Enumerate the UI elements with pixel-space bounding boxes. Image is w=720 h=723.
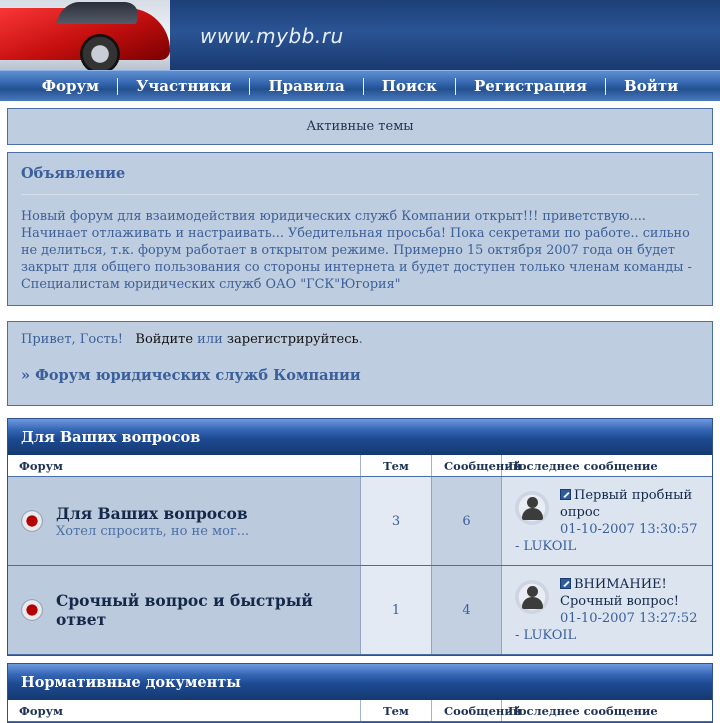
forum-topics-count: 1 <box>361 566 432 654</box>
forum-name-link[interactable]: Срочный вопрос и быстрый ответ <box>56 591 313 629</box>
site-header <box>0 0 720 70</box>
forum-posts-count: 4 <box>432 566 502 654</box>
forum-row <box>8 477 712 566</box>
last-post-cell <box>502 477 712 565</box>
column-last-post: Последнее сообщение <box>508 703 658 718</box>
column-headers <box>8 455 712 477</box>
last-post-title-link[interactable]: ВНИМАНИЕ! Срочный вопрос! <box>560 577 679 609</box>
forum-cell <box>8 566 361 654</box>
last-post-info <box>515 487 712 555</box>
last-post-date: 01-10-2007 13:27:52 <box>560 611 698 626</box>
user-avatar-icon <box>515 580 549 614</box>
announcement-divider <box>21 194 699 195</box>
forum-posts-count: 6 <box>432 477 502 565</box>
last-post-info <box>515 576 712 644</box>
guest-panel <box>7 321 713 406</box>
category-documents <box>7 663 713 723</box>
forum-status-icon <box>21 510 43 532</box>
active-topics-bar <box>7 108 713 145</box>
login-link[interactable]: Войдите <box>135 332 194 347</box>
column-posts: Сообщений <box>432 455 502 476</box>
last-post-user-link[interactable]: - LUKOIL <box>515 628 577 643</box>
category-questions <box>7 418 713 656</box>
last-post-cell <box>502 566 712 654</box>
column-posts: Сообщений <box>432 700 502 721</box>
forum-topics-count: 3 <box>361 477 432 565</box>
period-text: . <box>358 332 363 347</box>
category-title[interactable]: Для Ваших вопросов <box>8 419 712 455</box>
car-banner-image <box>0 0 170 70</box>
user-avatar-icon <box>515 491 549 525</box>
announcement-title: Объявление <box>21 165 126 182</box>
guest-greeting: Привет, Гость! <box>21 332 124 347</box>
category-title[interactable]: Нормативные документы <box>8 664 712 700</box>
last-post-title-link[interactable]: Первый пробный опрос <box>560 488 693 520</box>
forum-status-icon <box>21 599 43 621</box>
car-wheel-shape <box>80 34 120 74</box>
avatar-head-shape <box>527 586 538 597</box>
column-forum: Форум <box>8 455 361 476</box>
avatar-body-shape <box>522 508 543 520</box>
register-link[interactable]: зарегистрируйтесь <box>226 332 359 347</box>
last-post-user-link[interactable]: - LUKOIL <box>515 539 577 554</box>
avatar-body-shape <box>522 597 543 609</box>
column-forum: Форум <box>8 700 361 721</box>
forum-cell <box>8 477 361 565</box>
nav-register[interactable]: Регистрация <box>473 77 588 95</box>
avatar-head-shape <box>527 497 538 508</box>
column-topics: Тем <box>361 700 432 721</box>
nav-search[interactable]: Поиск <box>381 77 437 95</box>
announcement-panel <box>7 152 713 306</box>
forum-name-link[interactable]: Для Ваших вопросов <box>56 503 248 523</box>
forum-row <box>8 566 712 655</box>
nav-forum[interactable]: Форум <box>41 77 100 95</box>
forum-description: Хотел спросить, но не мог... <box>56 523 250 539</box>
car-window-shape <box>56 2 144 24</box>
post-icon <box>560 489 571 500</box>
post-icon <box>560 578 571 589</box>
last-post-date: 01-10-2007 13:30:57 <box>560 522 698 537</box>
announcement-text: Новый форум для взаимодействия юридических служб Компании открыт!!! приветствую.... Начинает отлаживать и настраивать... Убедительная просьба! Пока секретами по работе.. сильно не делиться, т.к. форум работает в открытом режиме. Примерно 15 октября 2007 года он будет закрыт для общего пользования со стороны интернета и будет доступен только членам команды - Специалистам юридических служб ОАО "ГСК"Югория" <box>21 209 692 292</box>
column-topics: Тем <box>361 455 432 476</box>
main-nav <box>0 70 720 101</box>
guest-welcome-line <box>21 332 699 347</box>
column-last-post: Последнее сообщение <box>508 458 658 473</box>
active-topics-link[interactable]: Активные темы <box>306 119 414 134</box>
or-text: или <box>197 332 223 347</box>
nav-rules[interactable]: Правила <box>268 77 345 95</box>
site-logo[interactable]: www.mybb.ru <box>200 24 344 48</box>
nav-members[interactable]: Участники <box>136 77 232 95</box>
nav-login[interactable]: Войти <box>624 77 679 95</box>
column-headers <box>8 700 712 722</box>
forum-home-link[interactable]: » Форум юридических служб Компании <box>21 367 361 384</box>
